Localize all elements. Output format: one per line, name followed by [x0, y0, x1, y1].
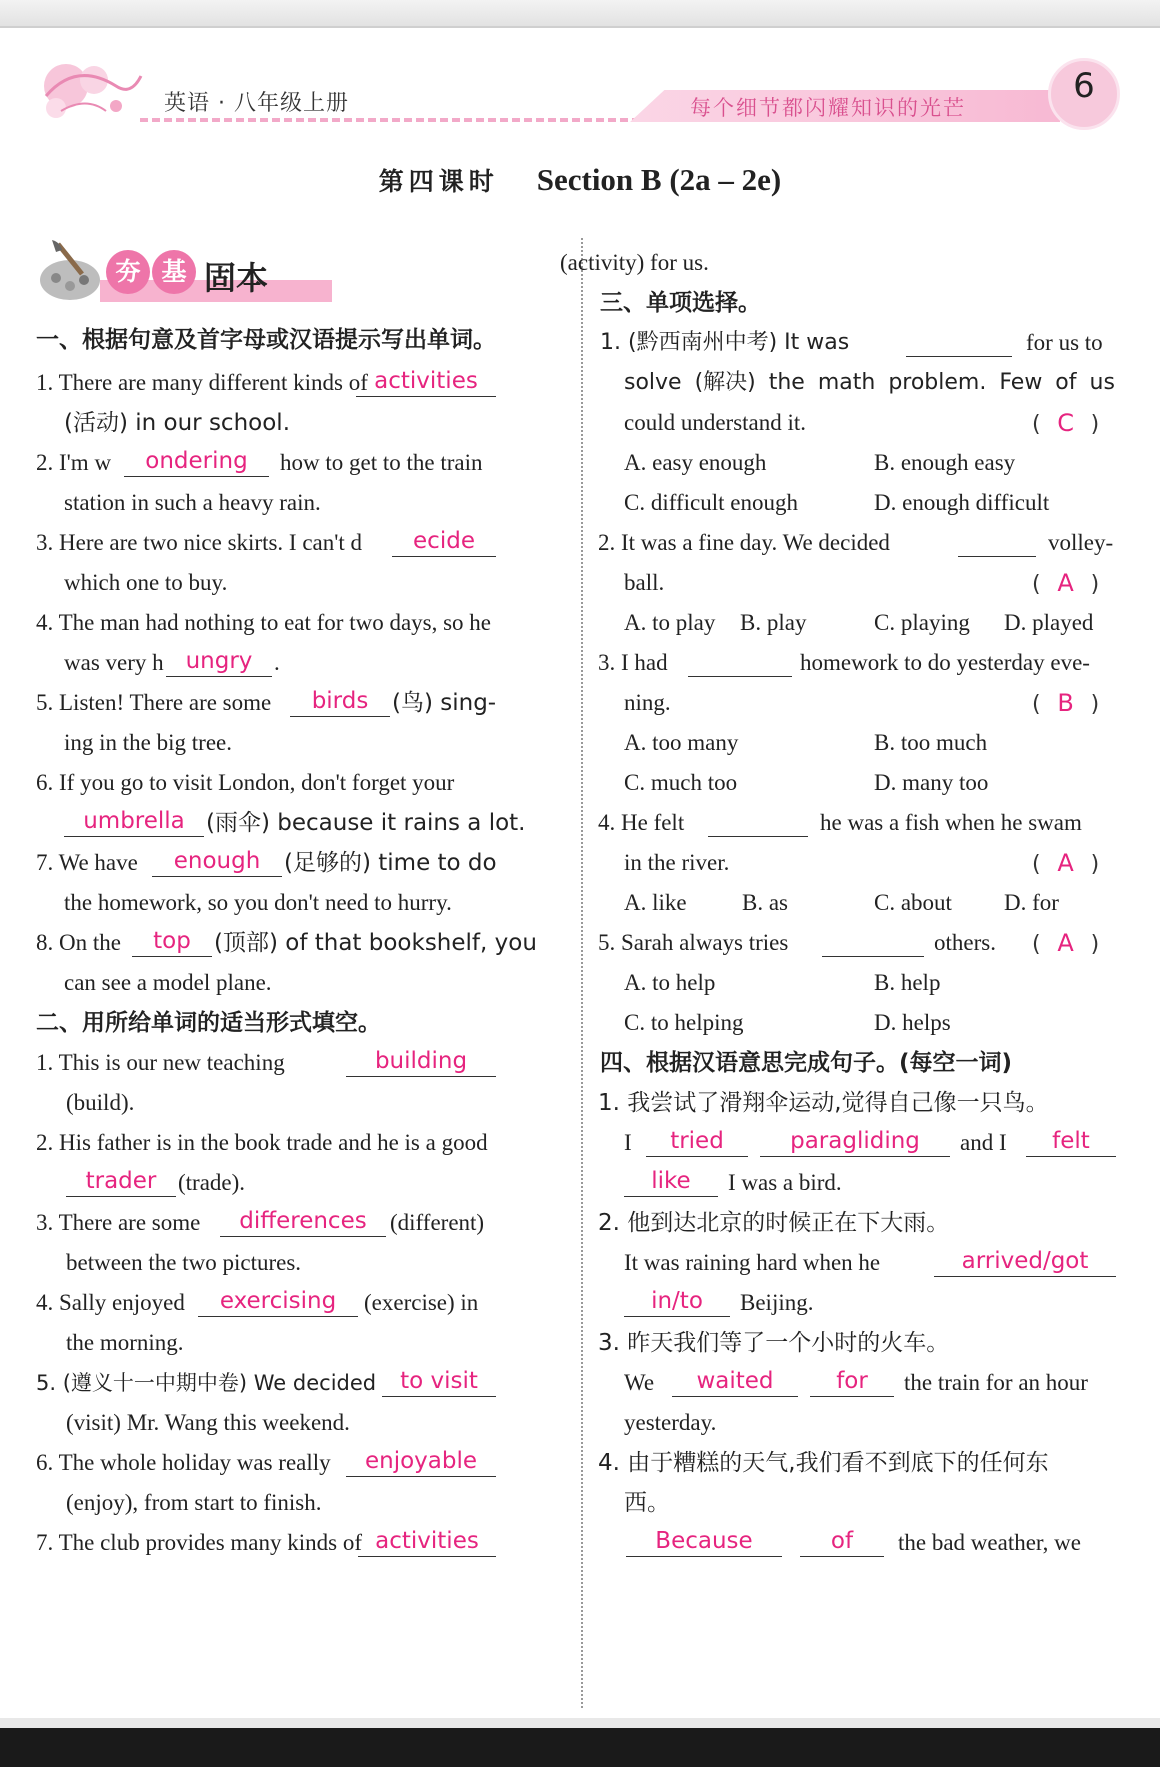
p1-q5-text-2: (鸟) sing- — [392, 690, 497, 716]
p3-q2-text-3: ball. — [624, 570, 665, 595]
p2-q4-text-3: the morning. — [66, 1330, 184, 1355]
p1-q4-answer: ungry — [166, 646, 272, 677]
p1-q5-answer: birds — [290, 686, 390, 717]
p1-q2-text-2: how to get to the train — [280, 450, 483, 475]
p4-q1-cn: 1. 我尝试了滑翔伞运动,觉得自己像一只鸟。 — [598, 1090, 1049, 1116]
p2-q5-answer: to visit — [382, 1366, 496, 1397]
p2-q1-answer: building — [346, 1046, 496, 1077]
p3-q5-choice: ( A ) — [1032, 929, 1100, 957]
p2-q3-text: 3. There are some — [36, 1210, 201, 1235]
p3-q3-opt-a: A. too many — [624, 730, 739, 755]
p3-q2-opt-c: C. playing — [874, 610, 970, 635]
p1-q6-text: 6. If you go to visit London, don't forget your — [36, 770, 455, 795]
p1-q8-text-3: can see a model plane. — [64, 970, 272, 995]
p1-q2-answer: ondering — [124, 446, 269, 477]
part2-heading: 二、用所给单词的适当形式填空。 — [36, 1010, 381, 1036]
p3-q1-opt-c: C. difficult enough — [624, 490, 798, 515]
p4-q1-answer-2: paragliding — [760, 1126, 950, 1157]
p3-q5-text: 5. Sarah always tries — [598, 930, 789, 955]
p1-q7-text-3: the homework, so you don't need to hurry. — [64, 890, 452, 915]
p3-q1-text-3: solve (解决) the math problem. Few of us — [624, 370, 1115, 395]
p3-q1-opt-b: B. enough easy — [874, 450, 1016, 475]
p2-q4-text: 4. Sally enjoyed — [36, 1290, 185, 1315]
p4-q4-answer-1: Because — [626, 1526, 782, 1557]
p3-q4-blank — [708, 806, 808, 837]
p3-q4-opt-b: B. as — [742, 890, 788, 915]
p3-q5-answer: A — [1057, 929, 1074, 957]
p3-q3-blank — [688, 646, 792, 677]
p3-q5-opt-b: B. help — [874, 970, 941, 995]
p3-q4-choice: ( A ) — [1032, 849, 1100, 877]
p3-q3-text-2: homework to do yesterday eve- — [800, 650, 1090, 675]
part1-heading: 一、根据句意及首字母或汉语提示写出单词。 — [36, 327, 496, 353]
p4-q3-cn: 3. 昨天我们等了一个小时的火车。 — [598, 1330, 950, 1356]
p3-q5-opt-c: C. to helping — [624, 1010, 744, 1035]
p3-q1-blank — [906, 326, 1012, 357]
p1-q7-answer: enough — [152, 846, 282, 877]
lesson-title-en: Section B (2a – 2e) — [536, 162, 782, 197]
p2-q4-text-2: (exercise) in — [364, 1290, 479, 1315]
p4-q1-answer-1: tried — [646, 1126, 748, 1157]
p4-q1-w3: I was a bird. — [728, 1170, 842, 1195]
p3-q2-choice: ( A ) — [1032, 569, 1100, 597]
part3-heading: 三、单项选择。 — [600, 290, 761, 316]
p3-q4-text: 4. He felt — [598, 810, 685, 835]
p1-q8-text: 8. On the — [36, 930, 121, 955]
p3-q4-opt-a: A. like — [624, 890, 687, 915]
p3-q5-text-2: others. — [934, 930, 996, 955]
viewer-bottom-margin — [0, 1718, 1160, 1728]
p4-q3-w1: We — [624, 1370, 655, 1395]
p1-q5-text: 5. Listen! There are some — [36, 690, 272, 715]
p3-q1-answer: C — [1057, 409, 1074, 437]
p3-q4-answer: A — [1057, 849, 1074, 877]
p3-q2-opt-a: A. to play — [624, 610, 716, 635]
p3-q1-text-4: could understand it. — [624, 410, 807, 435]
p1-q4-text-3: . — [274, 650, 280, 675]
p3-q3-opt-b: B. too much — [874, 730, 988, 755]
p4-q4-answer-2: of — [800, 1526, 884, 1557]
lesson-title-cn: 第四课时 — [378, 167, 499, 196]
p1-q4-text: 4. The man had nothing to eat for two days, so he — [36, 610, 492, 635]
p4-q2-answer-1: arrived/got — [934, 1246, 1116, 1277]
p4-q3-w3: yesterday. — [624, 1410, 717, 1435]
p1-q4-text-2: was very h — [64, 650, 164, 675]
p1-q6-text-2: (雨伞) because it rains a lot. — [206, 810, 526, 836]
p3-q3-opt-d: D. many too — [874, 770, 989, 795]
p3-q2-opt-b: B. play — [740, 610, 807, 635]
p4-q2-answer-2: in/to — [624, 1286, 730, 1317]
p3-q4-opt-d: D. for — [1004, 890, 1059, 915]
p2-q1-text: 1. This is our new teaching — [36, 1050, 285, 1075]
p3-q3-text-3: ning. — [624, 690, 671, 715]
p3-q2-blank — [958, 526, 1036, 557]
p4-q2-cn: 2. 他到达北京的时候正在下大雨。 — [598, 1210, 950, 1236]
p2-q3-text-3: between the two pictures. — [66, 1250, 302, 1275]
p3-q4-text-3: in the river. — [624, 850, 730, 875]
part4-heading: 四、根据汉语意思完成句子。(每空一词) — [600, 1050, 1013, 1076]
p1-q6-answer: umbrella — [64, 806, 204, 837]
p3-q5-blank — [822, 926, 924, 957]
p2-q6-text-2: (enjoy), from start to finish. — [66, 1490, 322, 1515]
column-divider — [581, 238, 583, 1708]
p3-q2-text-2: volley- — [1048, 530, 1114, 555]
p4-q4-cn-2: 西。 — [624, 1490, 670, 1516]
p1-q3-text-2: which one to buy. — [64, 570, 228, 595]
p1-q2-text-3: station in such a heavy rain. — [64, 490, 321, 515]
p2-q1-text-2: (build). — [66, 1090, 135, 1115]
p4-q2-w1: It was raining hard when he — [624, 1250, 881, 1275]
p2-q2-text: 2. His father is in the book trade and he is a good — [36, 1130, 488, 1155]
p2-q7-text: 7. The club provides many kinds of — [36, 1530, 362, 1555]
p1-q2-text: 2. I'm w — [36, 450, 112, 475]
p1-q8-text-2: (顶部) of that bookshelf, you — [214, 930, 537, 956]
p3-q3-choice: ( B ) — [1032, 689, 1100, 717]
p4-q4-cn: 4. 由于糟糕的天气,我们看不到底下的任何东 — [598, 1450, 1049, 1476]
p1-q7-text: 7. We have — [36, 850, 138, 875]
p1-q3-text: 3. Here are two nice skirts. I can't d — [36, 530, 363, 555]
p4-q3-w2: the train for an hour — [904, 1370, 1088, 1395]
p3-q5-opt-d: D. helps — [874, 1010, 951, 1035]
p4-q4-w1: the bad weather, we — [898, 1530, 1081, 1555]
p3-q1-opt-a: A. easy enough — [624, 450, 767, 475]
p4-q2-w2: Beijing. — [740, 1290, 814, 1315]
p3-q3-answer: B — [1057, 689, 1074, 717]
p3-q1-choice: ( C ) — [1032, 409, 1100, 437]
page-number: 6 — [1073, 66, 1095, 106]
header-dash-line — [140, 118, 640, 122]
book-title: 英语 · 八年级上册 — [164, 91, 349, 116]
p1-q1-answer: activities — [356, 366, 496, 397]
badge-char-2: 基 — [152, 250, 196, 294]
p3-q4-opt-c: C. about — [874, 890, 952, 915]
p2-q3-answer: differences — [220, 1206, 386, 1237]
p1-q1-text-2: (活动) in our school. — [64, 410, 291, 436]
p2-q5-text-2: (visit) Mr. Wang this weekend. — [66, 1410, 350, 1435]
p1-q7-text-2: (足够的) time to do — [284, 850, 497, 876]
p2-q3-text-2: (different) — [390, 1210, 485, 1235]
p1-q3-answer: ecide — [392, 526, 496, 557]
palette-icon — [38, 240, 106, 304]
p2-q6-answer: enjoyable — [346, 1446, 496, 1477]
p3-q1-text: 1. (黔西南州中考) It was — [600, 330, 850, 355]
p2-q4-answer: exercising — [198, 1286, 358, 1317]
p2-q2-answer: trader — [66, 1166, 176, 1197]
p3-q2-answer: A — [1057, 569, 1074, 597]
badge-char-1: 夯 — [106, 250, 150, 294]
p1-q5-text-3: ing in the big tree. — [64, 730, 232, 755]
p2-q5-text: 5. (遵义十一中期中卷) We decided — [36, 1371, 377, 1395]
viewer-top-divider — [0, 26, 1160, 28]
p2-q2-text-2: (trade). — [178, 1170, 246, 1195]
p3-q5-opt-a: A. to help — [624, 970, 716, 995]
p3-q4-text-2: he was a fish when he swam — [820, 810, 1082, 835]
slogan-text: 每个细节都闪耀知识的光芒 — [690, 96, 966, 120]
viewer-bottom-bar — [0, 1728, 1160, 1767]
p2-q7-answer: activities — [358, 1526, 496, 1557]
p3-q2-text: 2. It was a fine day. We decided — [598, 530, 890, 555]
badge-title: 固本 — [204, 259, 269, 297]
p2-q6-text: 6. The whole holiday was really — [36, 1450, 331, 1475]
p3-q1-opt-d: D. enough difficult — [874, 490, 1050, 515]
lesson-title — [0, 162, 1160, 198]
p4-q1-w1: I — [624, 1130, 632, 1155]
p4-q1-answer-4: like — [624, 1166, 718, 1197]
p1-q1-text: 1. There are many different kinds of — [36, 370, 368, 395]
p4-q3-answer-2: for — [810, 1366, 894, 1397]
p2-q7-text-2: (activity) for us. — [560, 250, 709, 275]
p4-q1-answer-3: felt — [1026, 1126, 1116, 1157]
p3-q3-text: 3. I had — [598, 650, 668, 675]
p4-q1-w2: and I — [960, 1130, 1007, 1155]
flower-ornament-icon — [36, 56, 146, 126]
viewer-top-bar — [0, 0, 1160, 26]
p1-q8-answer: top — [132, 926, 212, 957]
p4-q3-answer-1: waited — [672, 1366, 798, 1397]
p3-q1-text-2: for us to — [1026, 330, 1103, 355]
section-badge — [38, 240, 298, 308]
p3-q3-opt-c: C. much too — [624, 770, 738, 795]
p3-q2-opt-d: D. played — [1004, 610, 1094, 635]
